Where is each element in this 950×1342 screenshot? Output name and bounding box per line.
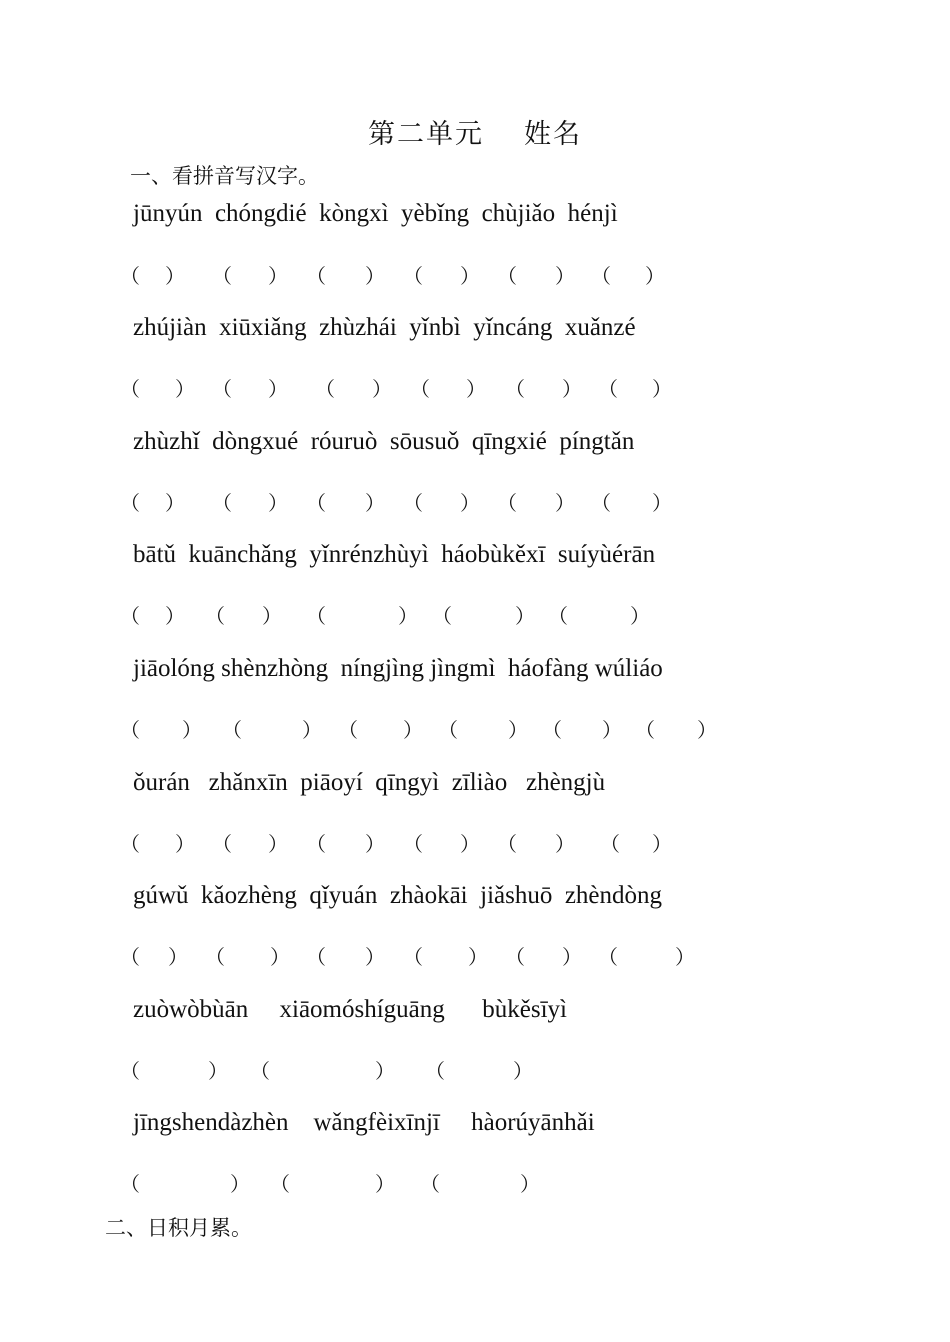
- answer-brackets-row: [0, 600, 950, 630]
- close-bracket: ）: [302, 718, 322, 742]
- open-bracket[interactable]: （: [212, 491, 232, 515]
- answer-brackets-row: [0, 1168, 950, 1198]
- open-bracket[interactable]: （: [250, 1059, 270, 1083]
- close-bracket: ）: [645, 264, 665, 288]
- open-bracket[interactable]: （: [542, 718, 562, 742]
- close-bracket: ）: [168, 945, 188, 969]
- close-bracket: ）: [372, 377, 392, 401]
- close-bracket: ）: [562, 945, 582, 969]
- close-bracket: ）: [602, 718, 622, 742]
- open-bracket[interactable]: （: [212, 377, 232, 401]
- pinyin-row: bātǔ kuānchǎng yǐnrénzhùyì háobùkěxī suíyùérān: [133, 541, 656, 568]
- pinyin-row: zhùzhǐ dòngxué róuruò sōusuǒ qīngxié píngtǎn: [133, 428, 635, 455]
- answer-brackets-row: [0, 373, 950, 403]
- answer-brackets-row: [0, 487, 950, 517]
- close-bracket: ）: [268, 264, 288, 288]
- open-bracket[interactable]: （: [120, 1172, 140, 1196]
- open-bracket[interactable]: （: [306, 604, 326, 628]
- answer-brackets-row: [0, 941, 950, 971]
- close-bracket: ）: [468, 945, 488, 969]
- close-bracket: ）: [268, 377, 288, 401]
- pinyin-row: gúwǔ kǎozhèng qǐyuán zhàokāi jiǎshuō zhèndòng: [133, 882, 663, 909]
- open-bracket[interactable]: （: [120, 604, 140, 628]
- open-bracket[interactable]: （: [120, 718, 140, 742]
- open-bracket[interactable]: （: [403, 832, 423, 856]
- close-bracket: ）: [365, 491, 385, 515]
- open-bracket[interactable]: （: [438, 718, 458, 742]
- open-bracket[interactable]: （: [120, 491, 140, 515]
- close-bracket: ）: [460, 264, 480, 288]
- open-bracket[interactable]: （: [403, 945, 423, 969]
- open-bracket[interactable]: （: [120, 264, 140, 288]
- close-bracket: ）: [630, 604, 650, 628]
- open-bracket[interactable]: （: [600, 832, 620, 856]
- open-bracket[interactable]: （: [598, 945, 618, 969]
- answer-brackets-row: [0, 1055, 950, 1085]
- answer-brackets-row: [0, 828, 950, 858]
- open-bracket[interactable]: （: [212, 832, 232, 856]
- close-bracket: ）: [175, 377, 195, 401]
- close-bracket: ）: [697, 718, 717, 742]
- close-bracket: ）: [365, 832, 385, 856]
- open-bracket[interactable]: （: [120, 377, 140, 401]
- answer-brackets-row: [0, 260, 950, 290]
- open-bracket[interactable]: （: [222, 718, 242, 742]
- pinyin-row: zuòwòbùān xiāomóshíguāng bùkěsīyì: [133, 996, 567, 1023]
- close-bracket: ）: [403, 718, 423, 742]
- open-bracket[interactable]: （: [306, 945, 326, 969]
- open-bracket[interactable]: （: [306, 832, 326, 856]
- open-bracket[interactable]: （: [420, 1172, 440, 1196]
- open-bracket[interactable]: （: [410, 377, 430, 401]
- close-bracket: ）: [555, 491, 575, 515]
- close-bracket: ）: [513, 1059, 533, 1083]
- close-bracket: ）: [375, 1059, 395, 1083]
- open-bracket[interactable]: （: [315, 377, 335, 401]
- open-bracket[interactable]: （: [205, 945, 225, 969]
- section-1-heading: 一、看拼音写汉字。: [130, 164, 319, 188]
- close-bracket: ）: [270, 945, 290, 969]
- pinyin-row: ǒurán zhǎnxīn piāoyí qīngyì zīliào zhèngjù: [133, 769, 606, 796]
- open-bracket[interactable]: （: [270, 1172, 290, 1196]
- close-bracket: ）: [652, 491, 672, 515]
- close-bracket: ）: [262, 604, 282, 628]
- close-bracket: ）: [466, 377, 486, 401]
- open-bracket[interactable]: （: [403, 491, 423, 515]
- open-bracket[interactable]: （: [497, 491, 517, 515]
- close-bracket: ）: [165, 604, 185, 628]
- open-bracket[interactable]: （: [120, 1059, 140, 1083]
- open-bracket[interactable]: （: [432, 604, 452, 628]
- open-bracket[interactable]: （: [338, 718, 358, 742]
- open-bracket[interactable]: （: [497, 264, 517, 288]
- open-bracket[interactable]: （: [505, 945, 525, 969]
- pinyin-row: jiāolóng shènzhòng níngjìng jìngmì háofàng wúliáo: [133, 655, 663, 682]
- unit-title: 第二单元: [368, 119, 484, 150]
- open-bracket[interactable]: （: [306, 264, 326, 288]
- close-bracket: ）: [652, 832, 672, 856]
- open-bracket[interactable]: （: [120, 832, 140, 856]
- page-title: [0, 112, 950, 151]
- open-bracket[interactable]: （: [205, 604, 225, 628]
- close-bracket: ）: [208, 1059, 228, 1083]
- close-bracket: ）: [515, 604, 535, 628]
- section-2-heading: 二、日积月累。: [105, 1216, 252, 1240]
- close-bracket: ）: [165, 264, 185, 288]
- close-bracket: ）: [365, 264, 385, 288]
- close-bracket: ）: [268, 491, 288, 515]
- open-bracket[interactable]: （: [548, 604, 568, 628]
- open-bracket[interactable]: （: [212, 264, 232, 288]
- close-bracket: ）: [365, 945, 385, 969]
- close-bracket: ）: [230, 1172, 250, 1196]
- close-bracket: ）: [175, 832, 195, 856]
- open-bracket[interactable]: （: [425, 1059, 445, 1083]
- close-bracket: ）: [375, 1172, 395, 1196]
- close-bracket: ）: [165, 491, 185, 515]
- close-bracket: ）: [520, 1172, 540, 1196]
- open-bracket[interactable]: （: [591, 264, 611, 288]
- open-bracket[interactable]: （: [120, 945, 140, 969]
- open-bracket[interactable]: （: [403, 264, 423, 288]
- close-bracket: ）: [675, 945, 695, 969]
- open-bracket[interactable]: （: [497, 832, 517, 856]
- open-bracket[interactable]: （: [306, 491, 326, 515]
- close-bracket: ）: [555, 264, 575, 288]
- close-bracket: ）: [398, 604, 418, 628]
- close-bracket: ）: [268, 832, 288, 856]
- pinyin-row: zhújiàn xiūxiǎng zhùzhái yǐnbì yǐncáng xuǎnzé: [133, 314, 636, 341]
- name-label: 姓名: [524, 119, 582, 150]
- close-bracket: ）: [562, 377, 582, 401]
- answer-brackets-row: [0, 714, 950, 744]
- open-bracket[interactable]: （: [505, 377, 525, 401]
- open-bracket[interactable]: （: [598, 377, 618, 401]
- close-bracket: ）: [460, 832, 480, 856]
- pinyin-row: jīngshendàzhèn wǎngfèixīnjī hàorúyānhǎi: [133, 1109, 595, 1136]
- close-bracket: ）: [182, 718, 202, 742]
- close-bracket: ）: [508, 718, 528, 742]
- close-bracket: ）: [460, 491, 480, 515]
- pinyin-row: jūnyún chóngdié kòngxì yèbǐng chùjiǎo hénjì: [133, 200, 618, 227]
- close-bracket: ）: [555, 832, 575, 856]
- close-bracket: ）: [652, 377, 672, 401]
- open-bracket[interactable]: （: [591, 491, 611, 515]
- open-bracket[interactable]: （: [635, 718, 655, 742]
